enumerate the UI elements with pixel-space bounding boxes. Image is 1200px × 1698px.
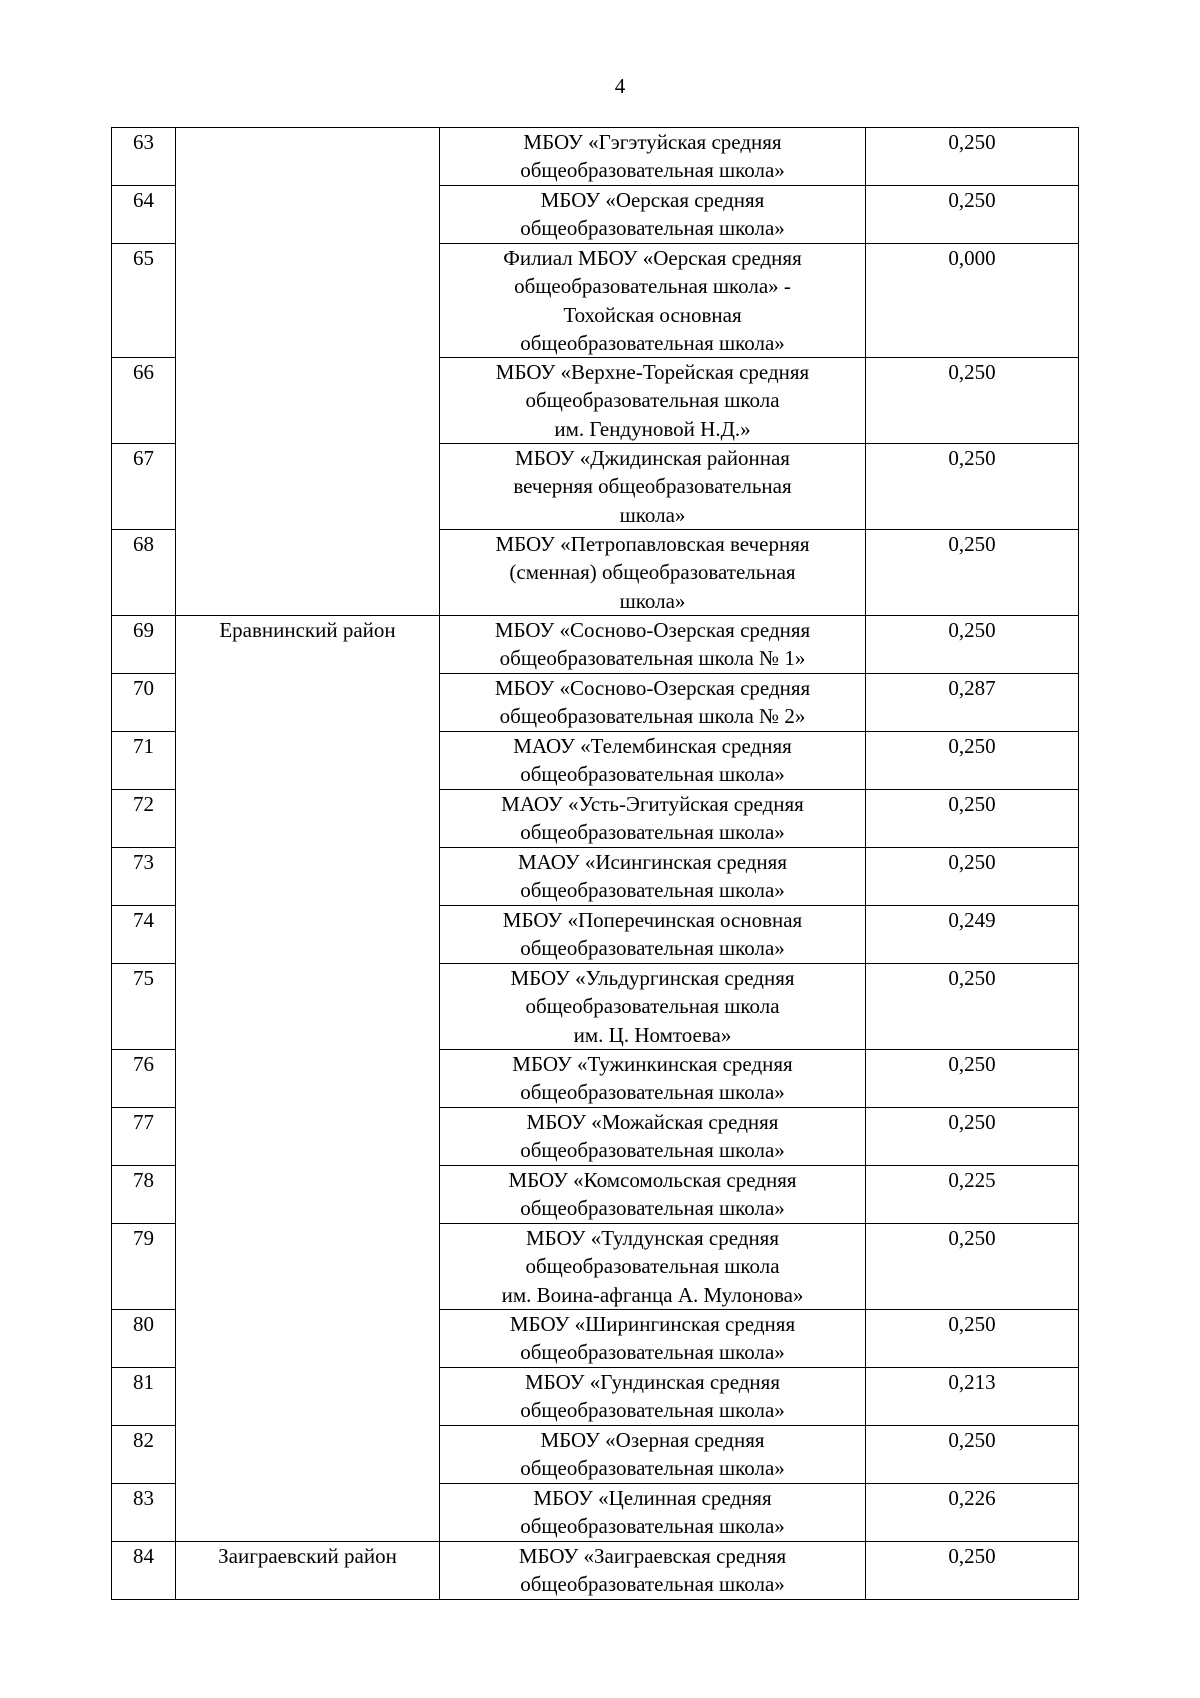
- table-row: [112, 616, 1079, 674]
- row-number: 71: [112, 732, 176, 790]
- row-number: 84: [112, 1542, 176, 1600]
- row-number: 63: [112, 128, 176, 186]
- school-name: МБОУ «Гэгэтуйская средняя общеобразовательная школа»: [440, 128, 866, 186]
- value-cell: 0,249: [866, 906, 1079, 964]
- row-number: 72: [112, 790, 176, 848]
- row-number: 73: [112, 848, 176, 906]
- school-name: МБОУ «Оерская средняя общеобразовательная школа»: [440, 186, 866, 244]
- school-name: МБОУ «Тулдунская средняя общеобразовательная школа им. Воина-афганца А. Мулонова»: [440, 1224, 866, 1310]
- value-cell: 0,250: [866, 358, 1079, 444]
- row-number: 70: [112, 674, 176, 732]
- school-name: МБОУ «Сосново-Озерская средняя общеобразовательная школа № 1»: [440, 616, 866, 674]
- row-number: 74: [112, 906, 176, 964]
- row-number: 68: [112, 530, 176, 616]
- value-cell: 0,250: [866, 128, 1079, 186]
- row-number: 76: [112, 1050, 176, 1108]
- value-cell: 0,226: [866, 1484, 1079, 1542]
- row-number: 67: [112, 444, 176, 530]
- row-number: 75: [112, 964, 176, 1050]
- school-name: МБОУ «Заиграевская средняя общеобразовательная школа»: [440, 1542, 866, 1600]
- school-name: МБОУ «Ульдургинская средняя общеобразовательная школа им. Ц. Номтоева»: [440, 964, 866, 1050]
- school-name: МБОУ «Комсомольская средняя общеобразовательная школа»: [440, 1166, 866, 1224]
- district-cell: [176, 128, 440, 616]
- row-number: 79: [112, 1224, 176, 1310]
- school-name: МБОУ «Целинная средняя общеобразовательная школа»: [440, 1484, 866, 1542]
- row-number: 77: [112, 1108, 176, 1166]
- page-number: 4: [614, 74, 626, 98]
- school-name: МБОУ «Джидинская районная вечерняя общеобразовательная школа»: [440, 444, 866, 530]
- table-row: [112, 1542, 1079, 1600]
- school-name: МБОУ «Ширингинская средняя общеобразовательная школа»: [440, 1310, 866, 1368]
- school-name: МБОУ «Озерная средняя общеобразовательная школа»: [440, 1426, 866, 1484]
- value-cell: 0,250: [866, 530, 1079, 616]
- district-cell: Еравнинский район: [176, 616, 440, 1542]
- table-row: [112, 128, 1079, 186]
- value-cell: 0,213: [866, 1368, 1079, 1426]
- school-name: МБОУ «Верхне-Торейская средняя общеобразовательная школа им. Гендуновой Н.Д.»: [440, 358, 866, 444]
- value-cell: 0,250: [866, 848, 1079, 906]
- school-name: МБОУ «Поперечинская основная общеобразовательная школа»: [440, 906, 866, 964]
- school-name: МАОУ «Усть-Эгитуйская средняя общеобразовательная школа»: [440, 790, 866, 848]
- row-number: 78: [112, 1166, 176, 1224]
- school-name: МАОУ «Телембинская средняя общеобразовательная школа»: [440, 732, 866, 790]
- value-cell: 0,250: [866, 1224, 1079, 1310]
- value-cell: 0,250: [866, 964, 1079, 1050]
- value-cell: 0,250: [866, 444, 1079, 530]
- school-name: МБОУ «Гундинская средняя общеобразовательная школа»: [440, 1368, 866, 1426]
- row-number: 66: [112, 358, 176, 444]
- value-cell: 0,250: [866, 616, 1079, 674]
- value-cell: 0,250: [866, 186, 1079, 244]
- row-number: 69: [112, 616, 176, 674]
- value-cell: 0,250: [866, 732, 1079, 790]
- value-cell: 0,250: [866, 1050, 1079, 1108]
- row-number: 83: [112, 1484, 176, 1542]
- row-number: 64: [112, 186, 176, 244]
- school-name: МБОУ «Тужинкинская средняя общеобразовательная школа»: [440, 1050, 866, 1108]
- school-name: МБОУ «Сосново-Озерская средняя общеобразовательная школа № 2»: [440, 674, 866, 732]
- value-cell: 0,250: [866, 1542, 1079, 1600]
- row-number: 80: [112, 1310, 176, 1368]
- value-cell: 0,250: [866, 1108, 1079, 1166]
- value-cell: 0,250: [866, 1426, 1079, 1484]
- row-number: 81: [112, 1368, 176, 1426]
- value-cell: 0,287: [866, 674, 1079, 732]
- value-cell: 0,250: [866, 1310, 1079, 1368]
- value-cell: 0,225: [866, 1166, 1079, 1224]
- row-number: 65: [112, 244, 176, 358]
- school-name: МБОУ «Петропавловская вечерняя (сменная) общеобразовательная школа»: [440, 530, 866, 616]
- school-name: Филиал МБОУ «Оерская средняя общеобразовательная школа» - Тохойская основная общеобразовательная школа»: [440, 244, 866, 358]
- row-number: 82: [112, 1426, 176, 1484]
- school-name: МАОУ «Исингинская средняя общеобразовательная школа»: [440, 848, 866, 906]
- school-name: МБОУ «Можайская средняя общеобразовательная школа»: [440, 1108, 866, 1166]
- district-cell: Заиграевский район: [176, 1542, 440, 1600]
- schools-table: [111, 127, 1079, 1600]
- value-cell: 0,250: [866, 790, 1079, 848]
- value-cell: 0,000: [866, 244, 1079, 358]
